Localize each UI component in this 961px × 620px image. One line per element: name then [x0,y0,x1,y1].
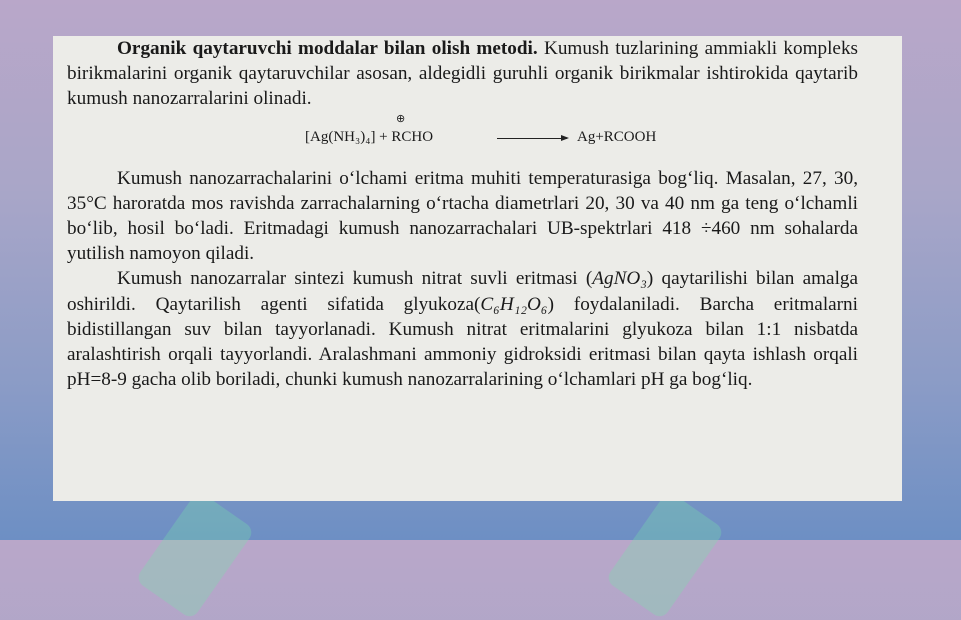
reaction-products: Ag+RCOOH [577,128,657,145]
watermark-shape [135,490,255,620]
formula-glucose: C₆H₁₂O₆ [480,293,548,315]
paragraph-size-temperature: Kumush nanozarrachalarini o‘lchami eritma muhiti temperaturasiga bog‘liq. Masalan, 27, 30, 35°C haroratda mos ravishda zarrachalarning o‘rtacha diametrlari 20, 30 va 40 nm ga teng o‘lchamli bo‘lib, hosil bo‘ladi. Eritmadagi kumush nanozarrachalari UB-spektrlari 418 ÷460 nm sohalarda yutilish namoyon qiladi. [67,167,858,265]
reaction-arrow-icon [497,138,567,139]
synthesis-text-b: ) qaytarilishi bilan amalga oshirildi. Qaytarilish agenti sifatida glyukoza( [67,268,859,315]
charge-symbol: ⊕ [396,112,406,125]
method-text: Kumush tuzlarining ammiakli kompleks birikmalarini organik qaytaruvchilar asosan, aldegidli guruhli organik birikmalar ishtirokida qaytarib kumush nanozarralarini olinadi. [67,38,859,110]
synthesis-text-c: ) foydalaniladi. Barcha eritmalarni bidistillangan suv bilan tayyorlanadi. Kumush nitrat eritmalarini glyukoza bilan 1:1 nisbatda aralashtirish orqali tayyorlandi. Aralashmani ammoniy gidroksidi eritmasi bilan qayta ishlash orqali pH=8-9 gacha olib boriladi, chunki kumush nanozarralarining o‘lchamlari pH ga bog‘liq. [67,293,858,391]
document-page [53,36,902,501]
reaction-equation [67,112,858,166]
method-heading: Organik qaytaruvchi moddalar bilan olish metodi. [117,38,538,59]
reaction-reactants: [Ag(NH₃)₄] + RCHO [305,128,434,145]
paragraph-synthesis [67,266,858,392]
watermark-shape [605,490,725,620]
formula-silver-nitrate: AgNO₃ [592,268,647,290]
synthesis-text-a: Kumush nanozarralar sintezi kumush nitrat suvli eritmasi ( [117,268,593,290]
paragraph-method [67,36,858,112]
